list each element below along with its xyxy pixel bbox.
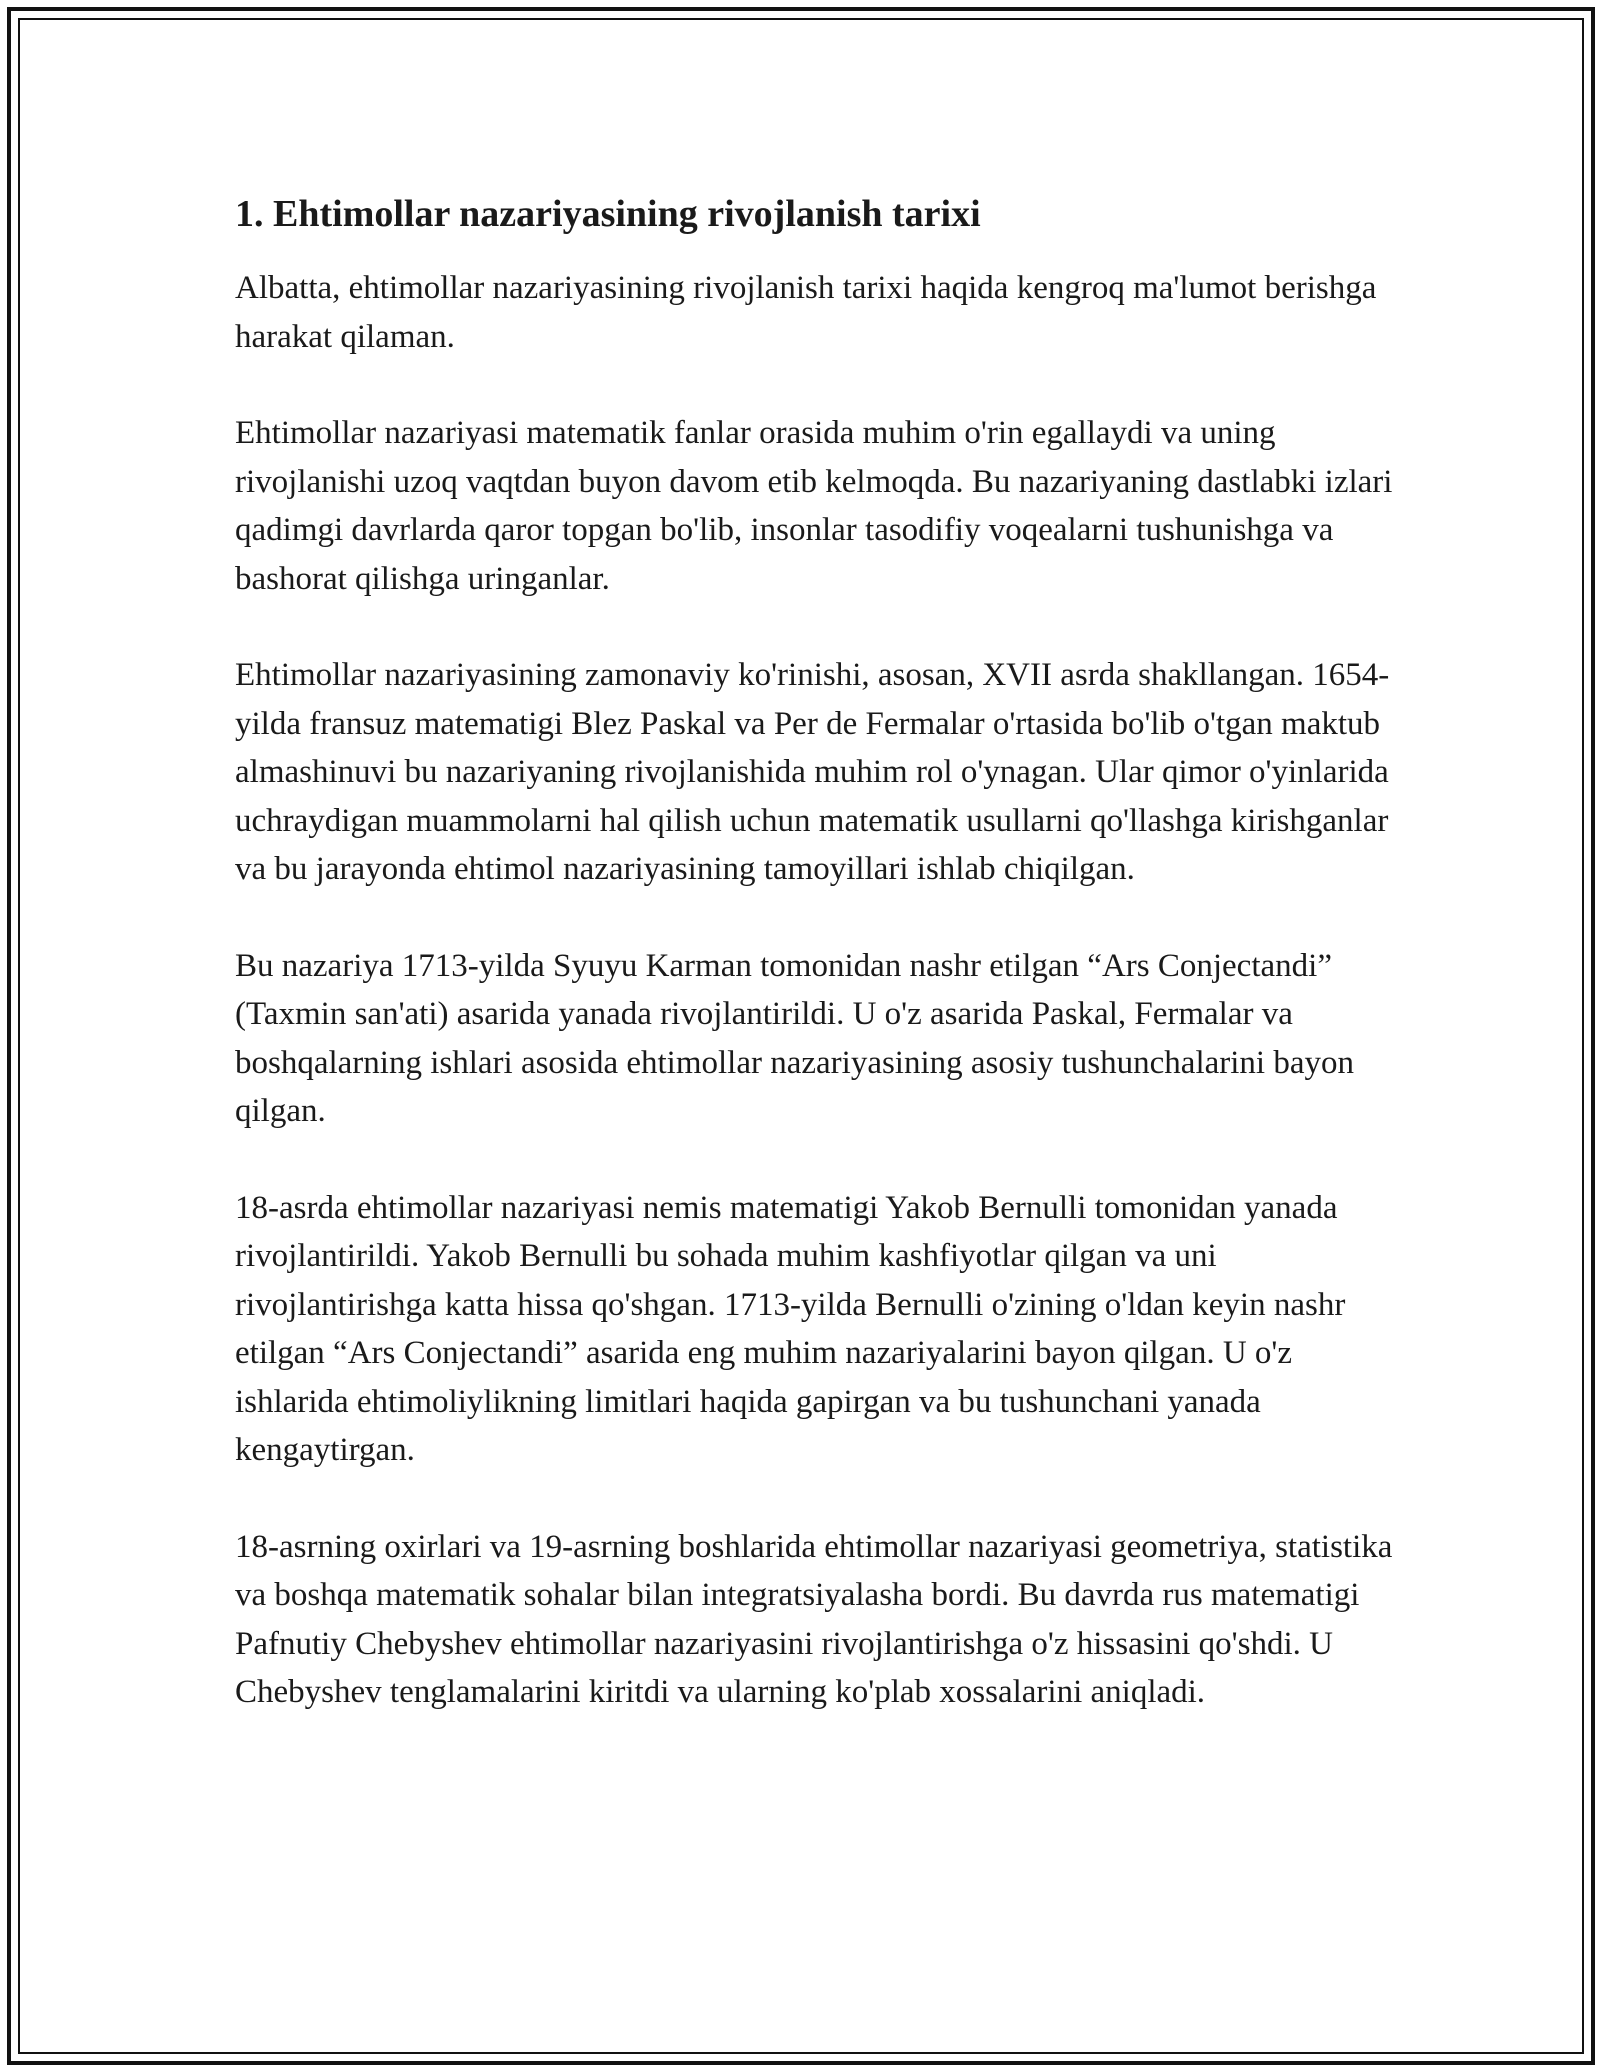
paragraph-ars-conjectandi: Bu nazariya 1713-yilda Syuyu Karman tomonidan nashr etilgan “Ars Conjectandi” (Taxmin san'ati) asarida yanada rivojlantirildi. U o'z asarida Paskal, Fermalar va boshqalarning ishlari asosida ehtimollar nazariyasining asosiy tushunchalarini bayon qilgan. bbox=[235, 947, 1354, 1129]
document-body bbox=[235, 190, 1395, 1765]
section-heading: 1. Ehtimollar nazariyasining rivojlanish tarixi bbox=[235, 193, 981, 235]
paragraph-bernoulli: 18-asrda ehtimollar nazariyasi nemis matematigi Yakob Bernulli tomonidan yanada rivojlantirildi. Yakob Bernulli bu sohada muhim kashfiyotlar qilgan va uni rivojlantirishga katta hissa qo'shgan. 1713-yilda Bernulli o'zining o'ldan keyin nashr etilgan “Ars Conjectandi” asarida eng muhim nazariyalarini bayon qilgan. U o'z ishlarida ehtimoliylikning limitlari haqida gapirgan va bu tushunchani yanada kengaytirgan. bbox=[235, 1189, 1346, 1468]
paragraph-origins: Ehtimollar nazariyasi matematik fanlar orasida muhim o'rin egallaydi va uning rivojlanishi uzoq vaqtdan buyon davom etib kelmoqda. Bu nazariyaning dastlabki izlari qadimgi davrlarda qaror topgan bo'lib, insonlar tasodifiy voqealarni tushunishga va bashorat qilishga uringanlar. bbox=[235, 415, 1393, 597]
paragraph-chebyshev: 18-asrning oxirlari va 19-asrning boshlarida ehtimollar nazariyasi geometriya, statistika va boshqa matematik sohalar bilan integratsiyalasha bordi. Bu davrda rus matematigi Pafnutiy Chebyshev ehtimollar nazariyasini rivojlantirishga o'z hissasini qo'shdi. U Chebyshev tenglamalarini kiritdi va ularning ko'plab xossalarini aniqladi. bbox=[235, 1528, 1393, 1710]
paragraph-intro: Albatta, ehtimollar nazariyasining rivojlanish tarixi haqida kengroq ma'lumot berishga harakat qilaman. bbox=[235, 270, 1377, 355]
paragraph-17th-century: Ehtimollar nazariyasining zamonaviy ko'rinishi, asosan, XVII asrda shakllangan. 1654-yilda fransuz matematigi Blez Paskal va Per de Fermalar o'rtasida bo'lib o'tgan maktub almashinuvi bu nazariyaning rivojlanishida muhim rol o'ynagan. Ular qimor o'yinlarida uchraydigan muammolarni hal qilish uchun matematik usullarni qo'llashga kirishganlar va bu jarayonda ehtimol nazariyasining tamoyillari ishlab chiqilgan. bbox=[235, 657, 1390, 887]
